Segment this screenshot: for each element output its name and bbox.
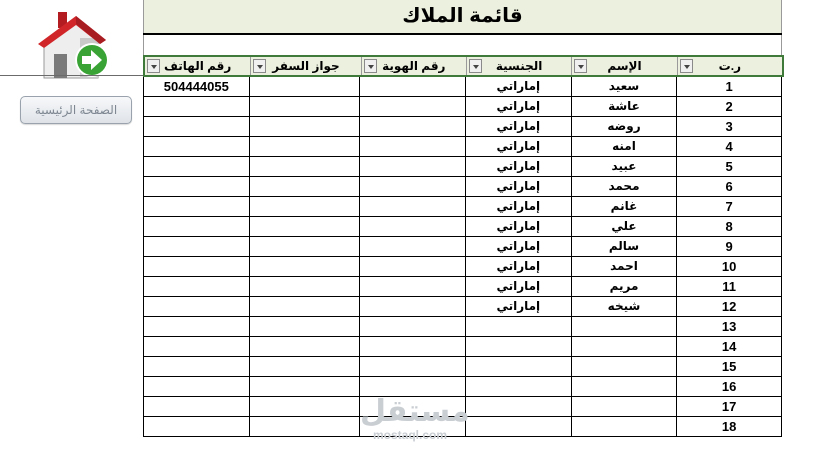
table-row — [143, 237, 782, 257]
cell-nationality[interactable]: إماراتي — [465, 77, 571, 96]
cell-nationality[interactable]: إماراتي — [465, 297, 571, 316]
cell-serial[interactable]: 17 — [676, 397, 782, 416]
cell-name[interactable]: شيخه — [571, 297, 677, 316]
cell-id-number[interactable] — [359, 117, 465, 136]
cell-phone[interactable] — [143, 277, 249, 296]
cell-passport[interactable] — [249, 377, 360, 396]
cell-phone[interactable] — [143, 217, 249, 236]
table-row — [143, 377, 782, 397]
sheet-title: قائمة الملاك — [143, 0, 782, 33]
cell-nationality[interactable] — [465, 377, 571, 396]
table-row — [143, 317, 782, 337]
home-page-button[interactable]: الصفحة الرئيسية — [20, 96, 132, 124]
cell-nationality[interactable]: إماراتي — [465, 137, 571, 156]
cell-passport[interactable] — [249, 317, 360, 336]
table-row — [143, 97, 782, 117]
cell-name[interactable] — [571, 417, 677, 436]
cell-passport[interactable] — [249, 77, 360, 96]
cell-phone[interactable] — [143, 137, 249, 156]
cell-nationality[interactable]: إماراتي — [465, 97, 571, 116]
cell-phone[interactable] — [143, 357, 249, 376]
cell-serial[interactable]: 9 — [676, 237, 782, 256]
header-id-number — [361, 57, 466, 75]
cell-nationality[interactable] — [465, 317, 571, 336]
header-phone — [145, 57, 250, 75]
cell-id-number[interactable] — [359, 317, 465, 336]
cell-passport[interactable] — [249, 337, 360, 356]
header-name — [571, 57, 676, 75]
cell-id-number[interactable] — [359, 357, 465, 376]
cell-nationality[interactable]: إماراتي — [465, 257, 571, 276]
cell-passport[interactable] — [249, 237, 360, 256]
cell-serial[interactable]: 10 — [676, 257, 782, 276]
cell-nationality[interactable]: إماراتي — [465, 197, 571, 216]
cell-passport[interactable] — [249, 97, 360, 116]
cell-passport[interactable] — [249, 257, 360, 276]
table-row — [143, 337, 782, 357]
cell-phone[interactable] — [143, 297, 249, 316]
cell-name[interactable]: روضه — [571, 117, 677, 136]
cell-nationality[interactable]: إماراتي — [465, 237, 571, 256]
cell-nationality[interactable] — [465, 357, 571, 376]
cell-phone[interactable] — [143, 397, 249, 416]
cell-nationality[interactable] — [465, 397, 571, 416]
table-row — [143, 197, 782, 217]
cell-passport[interactable] — [249, 277, 360, 296]
cell-id-number[interactable] — [359, 237, 465, 256]
cell-serial[interactable]: 13 — [676, 317, 782, 336]
divider — [0, 75, 146, 76]
filter-dropdown-icon[interactable] — [574, 59, 587, 73]
cell-serial[interactable]: 3 — [676, 117, 782, 136]
cell-id-number[interactable] — [359, 157, 465, 176]
table-row — [143, 357, 782, 377]
cell-nationality[interactable]: إماراتي — [465, 157, 571, 176]
cell-name[interactable]: سعيد — [571, 77, 677, 96]
cell-serial[interactable]: 16 — [676, 377, 782, 396]
table-row — [143, 137, 782, 157]
cell-nationality[interactable] — [465, 417, 571, 436]
cell-passport[interactable] — [249, 357, 360, 376]
header-label: جواز السفر — [272, 59, 340, 73]
cell-phone[interactable] — [143, 157, 249, 176]
cell-serial[interactable]: 14 — [676, 337, 782, 356]
table-row — [143, 77, 782, 97]
cell-passport[interactable] — [249, 137, 360, 156]
cell-nationality[interactable]: إماراتي — [465, 277, 571, 296]
cell-phone[interactable] — [143, 197, 249, 216]
cell-serial[interactable]: 8 — [676, 217, 782, 236]
cell-phone[interactable] — [143, 237, 249, 256]
cell-passport[interactable] — [249, 417, 360, 436]
blank-row — [143, 35, 782, 55]
cell-name[interactable] — [571, 317, 677, 336]
cell-id-number[interactable] — [359, 177, 465, 196]
table-row — [143, 217, 782, 237]
cell-phone[interactable] — [143, 97, 249, 116]
filter-dropdown-icon[interactable] — [680, 59, 693, 73]
cell-name[interactable] — [571, 397, 677, 416]
cell-name[interactable]: سالم — [571, 237, 677, 256]
cell-passport[interactable] — [249, 297, 360, 316]
cell-name[interactable]: احمد — [571, 257, 677, 276]
cell-name[interactable]: محمد — [571, 177, 677, 196]
cell-id-number[interactable] — [359, 257, 465, 276]
cell-passport[interactable] — [249, 117, 360, 136]
cell-id-number[interactable] — [359, 97, 465, 116]
table-row — [143, 157, 782, 177]
cell-phone[interactable] — [143, 317, 249, 336]
cell-serial[interactable]: 5 — [676, 157, 782, 176]
cell-name[interactable]: مريم — [571, 277, 677, 296]
cell-name[interactable] — [571, 337, 677, 356]
cell-phone[interactable] — [143, 337, 249, 356]
cell-name[interactable]: عبيد — [571, 157, 677, 176]
table-row — [143, 277, 782, 297]
cell-passport[interactable] — [249, 177, 360, 196]
cell-name[interactable]: غانم — [571, 197, 677, 216]
cell-phone[interactable] — [143, 177, 249, 196]
table-row — [143, 297, 782, 317]
cell-name[interactable]: امنه — [571, 137, 677, 156]
filter-dropdown-icon[interactable] — [253, 59, 266, 73]
cell-passport[interactable] — [249, 397, 360, 416]
watermark-latin: mostaql.com — [372, 428, 447, 442]
home-arrow-icon[interactable] — [36, 8, 114, 82]
cell-serial[interactable]: 12 — [676, 297, 782, 316]
cell-name[interactable] — [571, 377, 677, 396]
cell-name[interactable]: عاشة — [571, 97, 677, 116]
cell-serial[interactable]: 7 — [676, 197, 782, 216]
watermark-arabic: مستقل — [360, 395, 470, 428]
cell-passport[interactable] — [249, 217, 360, 236]
filter-dropdown-icon[interactable] — [147, 59, 160, 73]
cell-id-number[interactable] — [359, 297, 465, 316]
cell-phone[interactable]: 504444055 — [143, 77, 249, 96]
cell-serial[interactable]: 18 — [676, 417, 782, 436]
cell-passport[interactable] — [249, 157, 360, 176]
cell-id-number[interactable] — [359, 277, 465, 296]
cell-phone[interactable] — [143, 417, 249, 436]
header-label: رقم الهوية — [382, 59, 446, 73]
cell-nationality[interactable]: إماراتي — [465, 117, 571, 136]
header-serial — [677, 57, 782, 75]
cell-serial[interactable]: 2 — [676, 97, 782, 116]
cell-name[interactable] — [571, 357, 677, 376]
header-nationality — [466, 57, 571, 75]
cell-id-number[interactable] — [359, 197, 465, 216]
table-row — [143, 177, 782, 197]
cell-id-number[interactable] — [359, 337, 465, 356]
header-label: الإسم — [607, 59, 642, 73]
filter-dropdown-icon[interactable] — [364, 59, 377, 73]
header-label: الجنسية — [495, 59, 543, 73]
cell-serial[interactable]: 15 — [676, 357, 782, 376]
table-row — [143, 117, 782, 137]
cell-id-number[interactable] — [359, 217, 465, 236]
header-label: رقم الهاتف — [163, 59, 232, 73]
cell-serial[interactable]: 6 — [676, 177, 782, 196]
cell-id-number[interactable] — [359, 77, 465, 96]
cell-name[interactable]: علي — [571, 217, 677, 236]
cell-nationality[interactable] — [465, 337, 571, 356]
header-passport — [250, 57, 360, 75]
cell-serial[interactable]: 11 — [676, 277, 782, 296]
cell-phone[interactable] — [143, 117, 249, 136]
cell-serial[interactable]: 4 — [676, 137, 782, 156]
header-label: ر.ت — [718, 59, 741, 73]
table-row — [143, 257, 782, 277]
filter-dropdown-icon[interactable] — [469, 59, 482, 73]
cell-id-number[interactable] — [359, 377, 465, 396]
cell-passport[interactable] — [249, 197, 360, 216]
watermark — [360, 395, 470, 442]
cell-serial[interactable]: 1 — [676, 77, 782, 96]
table-header — [143, 55, 784, 77]
cell-nationality[interactable]: إماراتي — [465, 177, 571, 196]
cell-nationality[interactable]: إماراتي — [465, 217, 571, 236]
cell-id-number[interactable] — [359, 137, 465, 156]
cell-phone[interactable] — [143, 377, 249, 396]
table-body — [143, 77, 782, 437]
cell-phone[interactable] — [143, 257, 249, 276]
